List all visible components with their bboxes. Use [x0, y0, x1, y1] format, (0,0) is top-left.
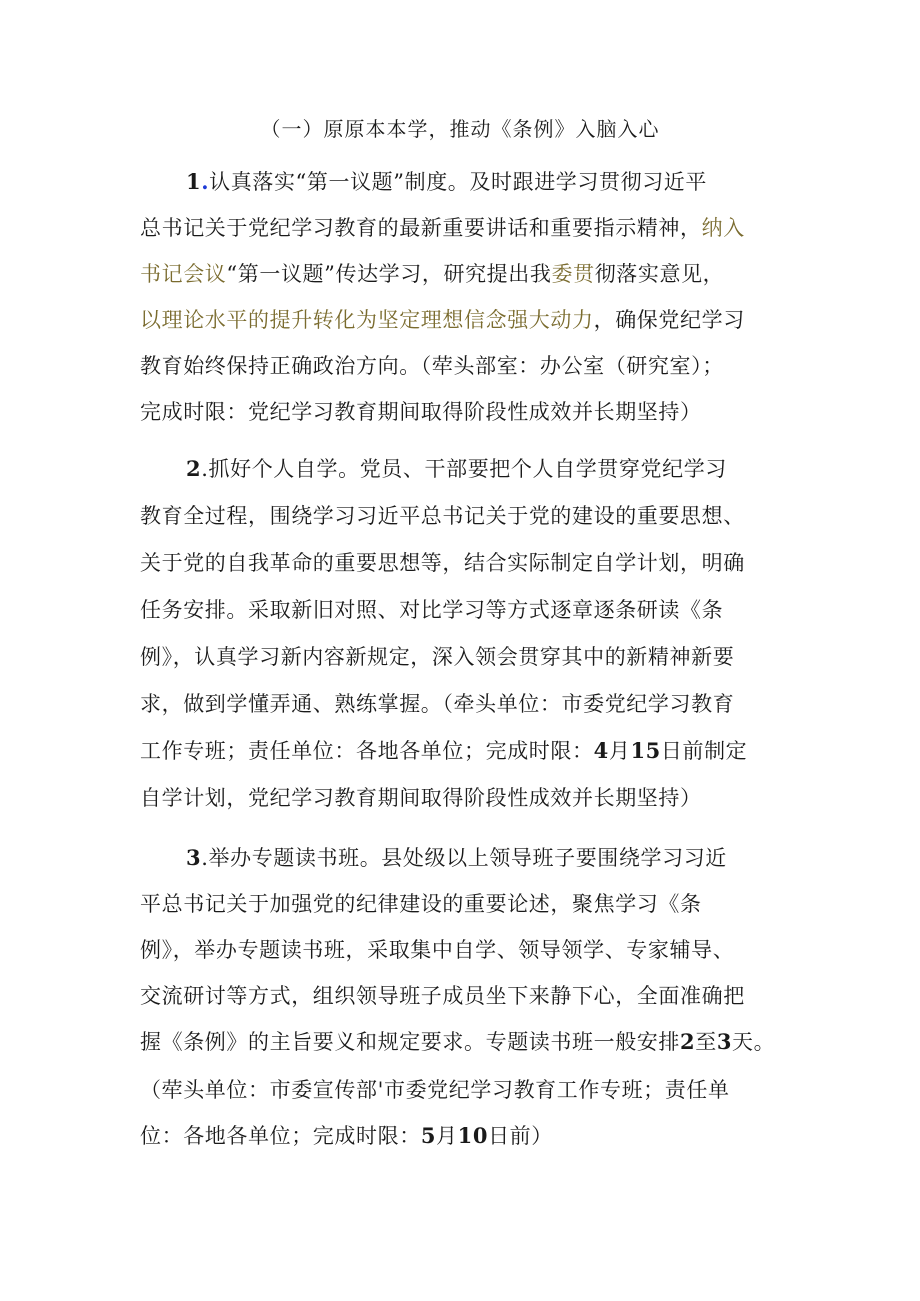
- item3-day: 10: [457, 1123, 489, 1148]
- item3-line7: [140, 1120, 553, 1152]
- item1-text-1: 认真落实“第一议题”制度。及时跟进学习贯彻习近平: [209, 170, 708, 194]
- item3-month: 5: [420, 1123, 437, 1148]
- item3-text-7e: 日前）: [488, 1124, 553, 1148]
- item1-text-2a: 总书记关于党纪学习教育的最新重要讲话和重要指示精神，: [140, 216, 702, 240]
- item1-line2: [140, 212, 745, 244]
- item3-text-7a: 位：各地各单位；完成时限：: [140, 1124, 421, 1148]
- item2-line2: 教育全过程，围绕学习习近平总书记关于党的建设的重要思想、: [140, 504, 745, 528]
- item2-text-1: .抓好个人自学。党员、干部要把个人自学贯穿党纪学习: [201, 457, 727, 481]
- item3-days-min: 2: [680, 1029, 696, 1054]
- item1-line1: [186, 166, 707, 198]
- item2-month: 4: [593, 738, 609, 763]
- item1-line3: [140, 258, 724, 290]
- item1-line4: [140, 304, 745, 336]
- item1-line5: 教育始终保持正确政治方向。（荦头部室：办公室（研究室）；: [140, 354, 724, 378]
- item3-text-5c: 至: [695, 1030, 717, 1054]
- item3-text-5a: 握《条例》的主旨要义和规定要求。专题读书班一般安排: [140, 1030, 680, 1054]
- item3-text-1: .举办专题读书班。县处级以上领导班子要围绕学习习近: [201, 846, 727, 870]
- item2-line4: 任务安排。采取新旧对照、对比学习等方式逐章逐条研读《条: [140, 598, 724, 622]
- item1-number: 1: [186, 169, 202, 194]
- item3-text-5e: 天。: [732, 1030, 776, 1054]
- item3-line5: [140, 1026, 775, 1058]
- item1-dot: .: [201, 169, 210, 194]
- item2-text-7c: 月: [608, 739, 631, 763]
- item1-highlight-3a: 书记会议: [140, 262, 227, 286]
- item2-line3: 关于党的自我革命的重要思想等，结合实际制定自学计划，明确: [140, 551, 745, 575]
- item2-line7: [140, 735, 747, 767]
- item1-highlight-4a: 以理论水平的提升转化为坚定理想信念强大动力: [140, 308, 594, 332]
- item1-text-3b: “第一议题”传达学习，研究提出我: [226, 262, 552, 286]
- item3-line1: [186, 842, 727, 874]
- item3-line2: 平总书记关于加强党的纪律建设的重要论述，聚焦学习《条: [140, 892, 702, 916]
- item3-text-7c: 月: [436, 1124, 458, 1148]
- item1-text-3d: 彻落实意见，: [594, 262, 725, 286]
- item2-number: 2: [186, 456, 202, 481]
- item1-text-4b: ，确保党纪学习: [593, 308, 745, 332]
- item3-line6: （荦头单位：市委宣传部'市委党纪学习教育工作专班；责任单: [140, 1078, 730, 1102]
- item3-days-max: 3: [716, 1029, 733, 1054]
- item2-line6: 求，做到学懂弄通、熟练掌握。（牵头单位：市委党纪学习教育: [140, 692, 735, 716]
- item2-line1: [186, 453, 727, 485]
- item1-highlight-2b: 纳入: [701, 216, 745, 240]
- item2-day: 15: [630, 738, 661, 763]
- item2-line8: 自学计划，党纪学习教育期间取得阶段性成效并长期坚持）: [140, 786, 702, 810]
- item2-text-7e: 日前制定: [660, 739, 748, 763]
- item2-text-7a: 工作专班；责任单位：各地各单位；完成时限：: [140, 739, 594, 763]
- section-heading: （一）原原本本学，推动《条例》入脑入心: [260, 117, 660, 141]
- item1-highlight-3c: 委贯: [551, 262, 595, 286]
- item1-line6: 完成时限：党纪学习教育期间取得阶段性成效并长期坚持）: [140, 400, 702, 424]
- item3-line4: 交流研讨等方式，组织领导班子成员坐下来静下心，全面准确把: [140, 984, 745, 1008]
- item3-number: 3: [186, 845, 202, 870]
- item2-line5: 例》，认真学习新内容新规定，深入领会贯穿其中的新精神新要: [140, 645, 735, 669]
- item3-line3: 例》，举办专题读书班，采取集中自学、领导领学、专家辅导、: [140, 938, 735, 962]
